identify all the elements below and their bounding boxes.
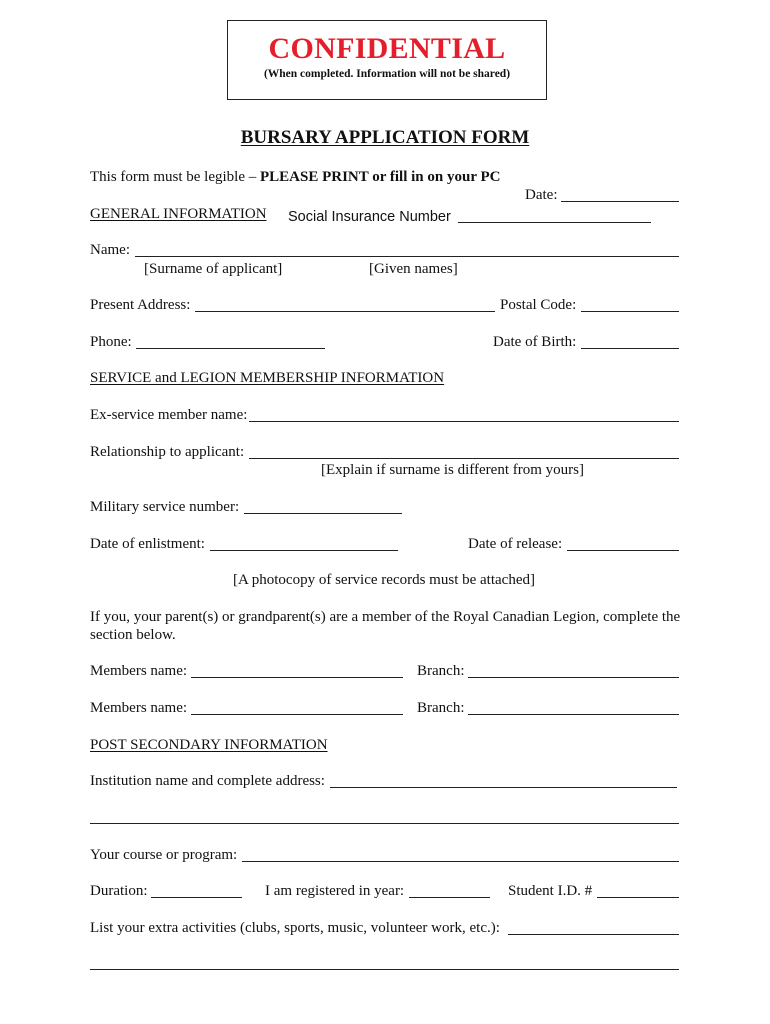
activities-field[interactable] (508, 934, 679, 935)
postal-code-field[interactable] (581, 311, 679, 312)
members-name-label-1: Members name: (90, 663, 188, 679)
date-field[interactable] (561, 201, 679, 202)
branch-field-1[interactable] (468, 677, 679, 678)
instructions-emphasis: PLEASE PRINT or fill in on your PC (259, 169, 501, 185)
members-name-field-2[interactable] (191, 714, 403, 715)
exservice-field[interactable] (249, 421, 679, 422)
duration-label: Duration: (90, 883, 148, 899)
enlistment-field[interactable] (210, 550, 398, 551)
student-id-field[interactable] (597, 897, 679, 898)
institution-label: Institution name and complete address: (90, 773, 325, 789)
confidential-note: (When completed. Information will not be shared) (263, 68, 511, 80)
relationship-field[interactable] (249, 458, 679, 459)
military-number-label: Military service number: (90, 499, 240, 515)
dob-label: Date of Birth: (493, 334, 577, 350)
members-name-label-2: Members name: (90, 700, 188, 716)
institution-field[interactable] (330, 787, 677, 788)
release-field[interactable] (567, 550, 679, 551)
post-secondary-heading: POST SECONDARY INFORMATION (90, 737, 328, 753)
student-id-label: Student I.D. # (508, 883, 593, 899)
confidential-box (227, 20, 547, 100)
instructions-prefix: This form must be legible – (90, 169, 260, 185)
sin-label: Social Insurance Number (288, 209, 451, 225)
legion-note-line1: If you, your parent(s) or grandparent(s) are a member of the Royal Canadian Legion, complete the (90, 609, 681, 625)
form-title: BURSARY APPLICATION FORM (240, 127, 530, 148)
release-label: Date of release: (468, 536, 563, 552)
name-label: Name: (90, 242, 130, 258)
course-label: Your course or program: (90, 847, 238, 863)
duration-field[interactable] (151, 897, 242, 898)
legion-note-line2: section below. (90, 627, 176, 643)
members-name-field-1[interactable] (191, 677, 403, 678)
surname-hint: [Surname of applicant] (144, 261, 283, 277)
exservice-label: Ex-service member name: (90, 407, 248, 423)
phone-label: Phone: (90, 334, 132, 350)
institution-field-line2[interactable] (90, 823, 679, 824)
sin-field[interactable] (458, 222, 651, 223)
activities-label: List your extra activities (clubs, sports, music, volunteer work, etc.): (90, 920, 500, 936)
service-heading: SERVICE and LEGION MEMBERSHIP INFORMATION (90, 370, 445, 386)
branch-label-2: Branch: (417, 700, 465, 716)
given-names-hint: [Given names] (369, 261, 458, 277)
general-info-heading: GENERAL INFORMATION (90, 206, 267, 222)
date-label: Date: (525, 187, 558, 203)
branch-field-2[interactable] (468, 714, 679, 715)
phone-field[interactable] (136, 348, 325, 349)
registered-year-label: I am registered in year: (265, 883, 405, 899)
military-number-field[interactable] (244, 513, 402, 514)
relationship-label: Relationship to applicant: (90, 444, 245, 460)
branch-label-1: Branch: (417, 663, 465, 679)
address-field[interactable] (195, 311, 495, 312)
enlistment-label: Date of enlistment: (90, 536, 205, 552)
dob-field[interactable] (581, 348, 679, 349)
course-field[interactable] (242, 861, 679, 862)
photocopy-note: [A photocopy of service records must be attached] (233, 572, 535, 588)
activities-field-line2[interactable] (90, 969, 679, 970)
instructions (90, 168, 500, 186)
name-field[interactable] (135, 256, 679, 257)
registered-year-field[interactable] (409, 897, 490, 898)
confidential-title: CONFIDENTIAL (268, 32, 506, 65)
postal-code-label: Postal Code: (500, 297, 577, 313)
relationship-hint: [Explain if surname is different from yours] (321, 462, 584, 478)
address-label: Present Address: (90, 297, 191, 313)
